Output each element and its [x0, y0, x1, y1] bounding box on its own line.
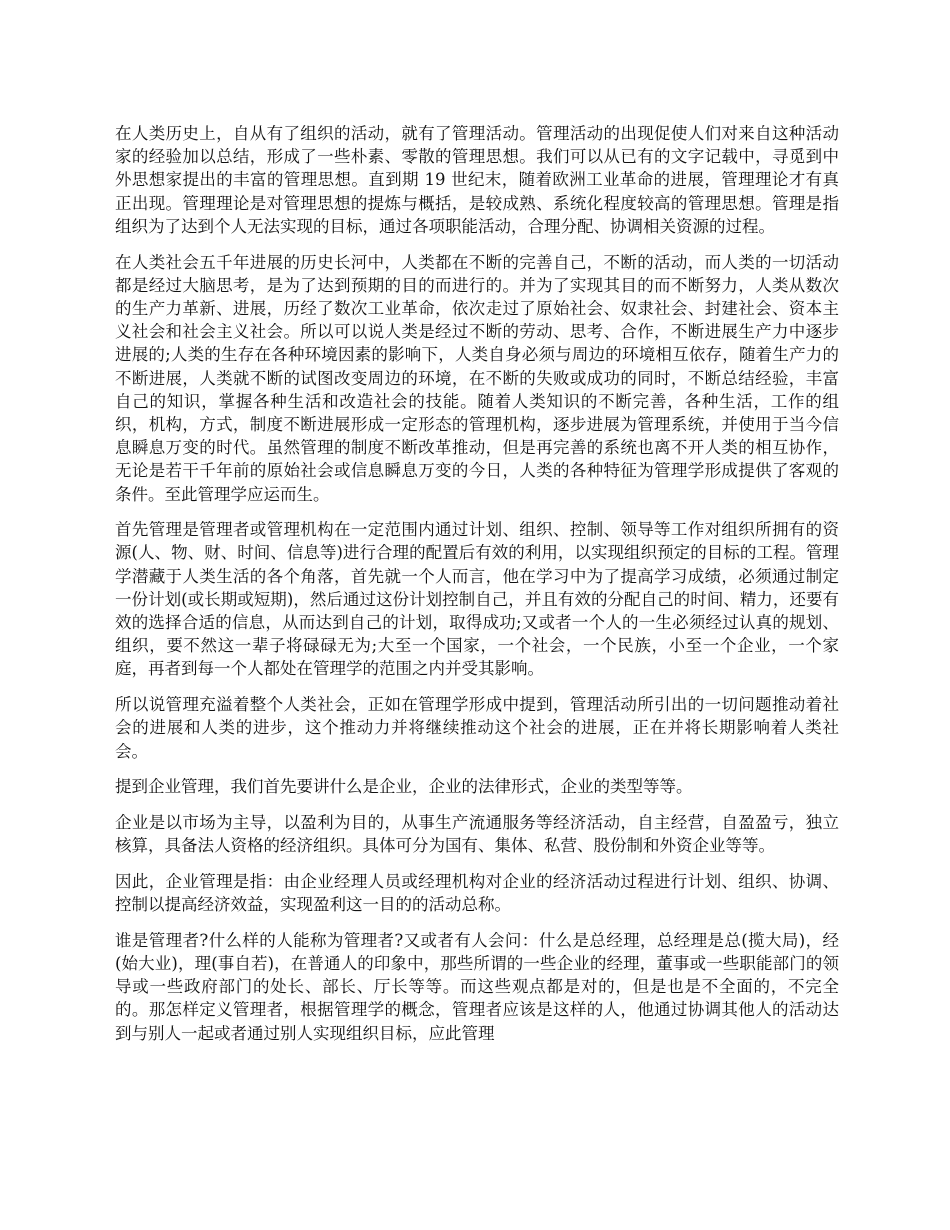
paragraph-management-in-society: 所以说管理充溢着整个人类社会，正如在管理学形成中提到，管理活动所引出的一切问题推动着社会的进展和人类的进步，这个推动力并将继续推动这个社会的进展，正在并将长期影响着人类社会。 — [115, 695, 839, 761]
paragraph-enterprise-management-definition: 因此，企业管理是指：由企业经理人员或经理机构对企业的经济活动过程进行计划、组织、协调、控制以提高经济效益，实现盈利这一目的的活动总称。 — [115, 871, 839, 915]
document-body — [115, 122, 839, 1057]
paragraph-human-society-development: 在人类社会五千年进展的历史长河中，人类都在不断的完善自己，不断的活动，而人类的一切活动都是经过大脑思考，是为了达到预期的目的而进行的。并为了实现其目的而不断努力，人类从数次的生产力革新、进展，历经了数次工业革命，依次走过了原始社会、奴隶社会、封建社会、资本主义社会和社会主义社会。所以可以说人类是经过不断的劳动、思考、合作，不断进展生产力中逐步进展的;人类的生存在各种环境因素的影响下，人类自身必须与周边的环境相互依存，随着生产力的不断进展，人类就不断的试图改变周边的环境，在不断的失败或成功的同时，不断总结经验，丰富自己的知识，掌握各种生活和改造社会的技能。随着人类知识的不断完善，各种生活，工作的组织，机构，方式，制度不断进展形成一定形态的管理机构，逐步进展为管理系统，并使用于当今信息瞬息万变的时代。虽然管理的制度不断改革推动，但是再完善的系统也离不开人类的相互协作，无论是若干千年前的原始社会或信息瞬息万变的今日，人类的各种特征为管理学形成提供了客观的条件。至此管理学应运而生。 — [115, 252, 839, 504]
paragraph-history-of-management: 在人类历史上，自从有了组织的活动，就有了管理活动。管理活动的出现促使人们对来自这种活动家的经验加以总结，形成了一些朴素、零散的管理思想。我们可以从已有的文字记载中，寻觅到中外思想家提出的丰富的管理思想。直到期 19 世纪末，随着欧洲工业革命的进展，管理理论才有真正出现。管理理论是对管理思想的提炼与概括，是较成熟、系统化程度较高的管理思想。管理是指组织为了达到个人无法实现的目标，通过各项职能活动，合理分配、协调相关资源的过程。 — [115, 124, 839, 236]
paragraph-enterprise-intro: 提到企业管理，我们首先要讲什么是企业，企业的法律形式，企业的类型等等。 — [115, 777, 693, 797]
paragraph-who-is-manager: 谁是管理者?什么样的人能称为管理者?又或者有人会问：什么是总经理，总经理是总(揽大局)，经(始大业)，理(事自若)，在普通人的印象中，那些所谓的一些企业的经理，董事或一些职能部门的领导或一些政府部门的处长、部长、厅长等等。而这些观点都是对的，但是也是不全面的，不完全的。那怎样定义管理者，根据管理学的概念，管理者应该是这样的人，他通过协调其他人的活动达到与别人一起或者通过别人实现组织目标，应此管理 — [115, 930, 839, 1043]
paragraph-enterprise-definition: 企业是以市场为主导，以盈利为目的，从事生产流通服务等经济活动，自主经营，自盈盈亏，独立核算，具备法人资格的经济组织。具体可分为国有、集体、私营、股份制和外资企业等等。 — [115, 812, 839, 856]
paragraph-definition-of-management: 首先管理是管理者或管理机构在一定范围内通过计划、组织、控制、领导等工作对组织所拥有的资源(人、物、财、时间、信息等)进行合理的配置后有效的利用，以实现组织预定的目标的工程。管理学潜藏于人类生活的各个角落，首先就一个人而言，他在学习中为了提高学习成绩，必须通过制定一份计划(或长期或短期)，然后通过这份计划控制自己，并且有效的分配自己的时间、精力，还要有效的选择合适的信息，从而达到自己的计划，取得成功;又或者一个人的一生必须经过认真的规划、组织，要不然这一辈子将碌碌无为;大至一个国家，一个社会，一个民族，小至一个企业，一个家庭，再者到每一个人都处在管理学的范围之内并受其影响。 — [115, 520, 839, 679]
